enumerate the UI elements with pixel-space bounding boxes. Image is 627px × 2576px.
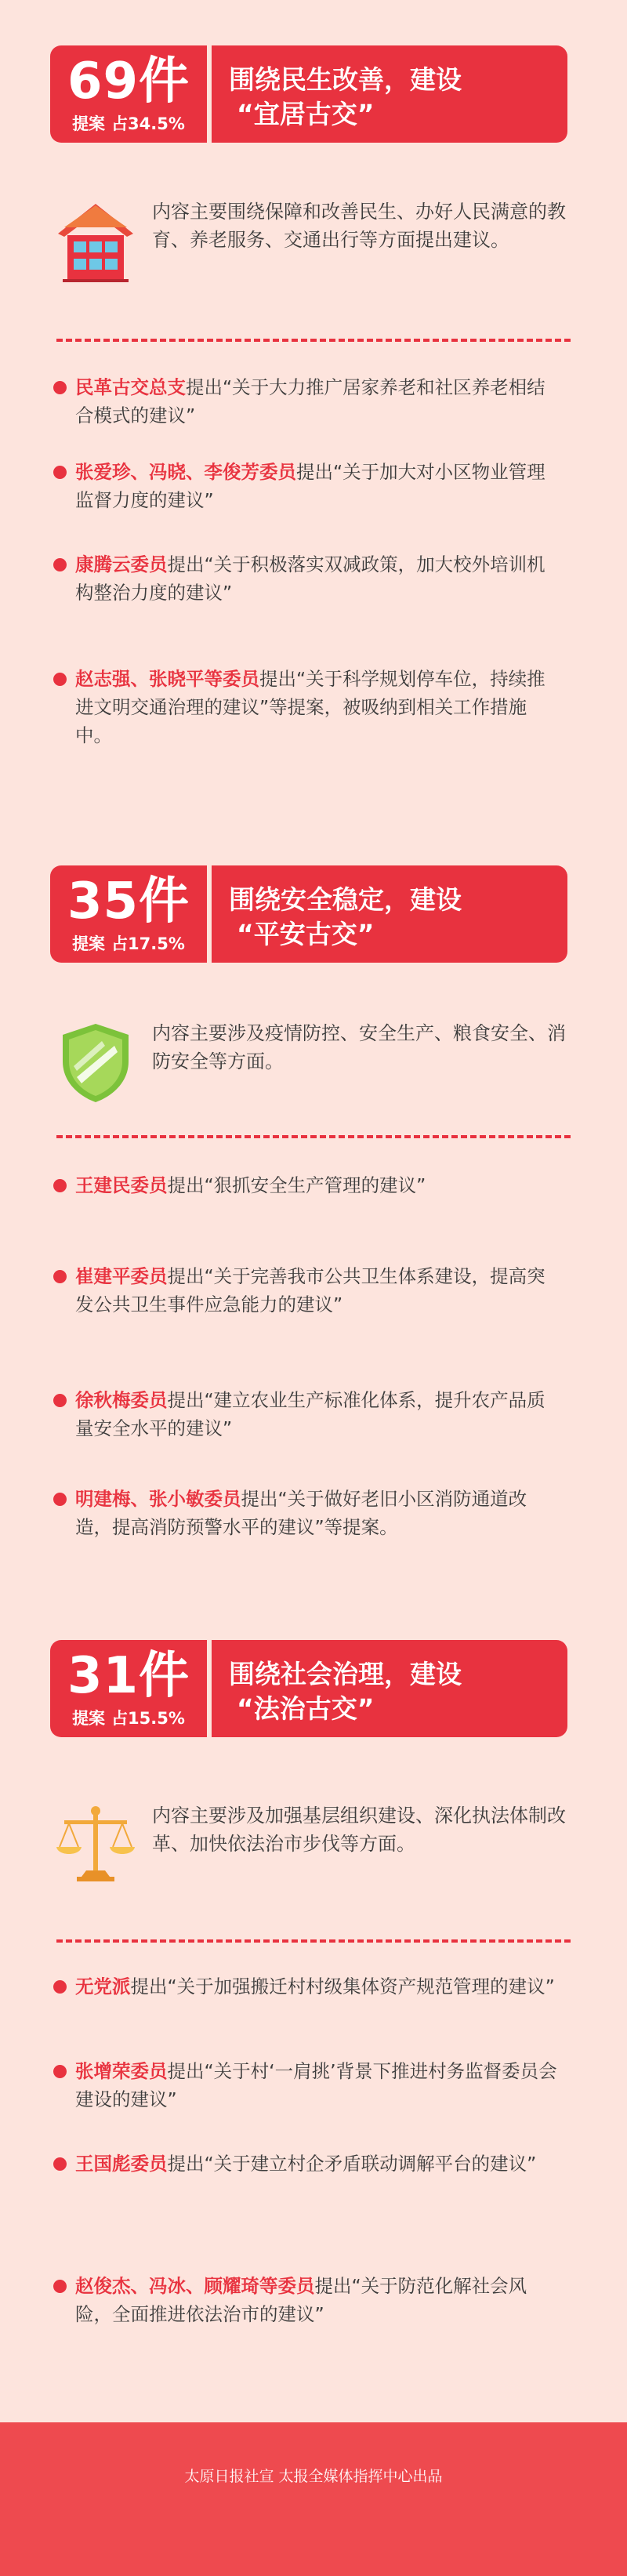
list-item — [75, 2150, 561, 2178]
count-box — [50, 45, 207, 143]
proposer-name: 无党派 — [75, 1976, 131, 1997]
proposer-name: 民革古交总支 — [75, 376, 186, 398]
proposal-text: 提出“关于科学规划停车位，持续推进文明交通治理的建议”等提案，被吸纳到相关工作措施中。 — [75, 668, 545, 746]
proposer-name: 王国彪委员 — [75, 2153, 168, 2175]
list-item — [75, 550, 561, 607]
proposer-name: 赵志强、张晓平等委员 — [75, 668, 259, 690]
footer — [0, 2422, 627, 2576]
proposer-name: 徐秋梅委员 — [75, 1389, 168, 1411]
title-line-1: 围绕民生改善，建设 — [229, 64, 462, 95]
proposer-name: 明建梅、张小敏委员 — [75, 1488, 241, 1510]
count-box — [50, 865, 207, 963]
intro-text: 内容主要涉及加强基层组织建设、深化执法体制改革、加快依法治市步伐等方面。 — [152, 1805, 566, 1855]
proposal-share: 提案 占15.5% — [72, 1709, 185, 1728]
proposal-text: 提出“建立农业生产标准化体系，提升农产品质量安全水平的建议” — [75, 1389, 545, 1439]
list-item — [75, 1386, 561, 1442]
list-item — [75, 1485, 561, 1541]
title-line-2: “平安古交” — [237, 919, 375, 949]
bullet-dot — [53, 466, 67, 479]
title-line-1: 围绕社会治理，建设 — [229, 1659, 462, 1689]
proposal-share: 提案 占34.5% — [72, 114, 185, 133]
proposal-text: 提出“关于加强搬迁村村级集体资产规范管理的建议” — [130, 1976, 555, 1997]
section-title — [212, 1640, 567, 1737]
bullet-dot — [53, 1394, 67, 1407]
bullet-dot — [53, 2157, 67, 2171]
bullet-dot — [53, 1493, 67, 1506]
house-icon — [50, 198, 141, 284]
proposer-name: 赵俊杰、冯冰、顾耀琦等委员 — [75, 2275, 315, 2297]
proposer-name: 王建民委员 — [75, 1174, 168, 1196]
dashed-divider — [56, 339, 571, 342]
bullet-dot — [53, 381, 67, 394]
proposer-name: 康腾云委员 — [75, 553, 168, 575]
shield-icon — [50, 1019, 141, 1105]
intro-text: 内容主要围绕保障和改善民生、办好人民满意的教育、养老服务、交通出行等方面提出建议。 — [152, 201, 566, 251]
section-title — [212, 45, 567, 143]
list-item — [75, 2272, 561, 2328]
bullet-dot — [53, 1179, 67, 1192]
bullet-dot — [53, 1980, 67, 1994]
proposal-text: 提出“关于加大对小区物业管理监督力度的建议” — [75, 461, 545, 511]
section-title — [212, 865, 567, 963]
bullet-dot — [53, 558, 67, 571]
proposal-text: 提出“关于完善我市公共卫生体系建设，提高突发公共卫生事件应急能力的建议” — [75, 1265, 545, 1315]
proposal-count: 69件 — [67, 53, 190, 111]
bullet-dot — [53, 2280, 67, 2293]
count-box — [50, 1640, 207, 1737]
scales-icon — [50, 1801, 141, 1888]
bullet-dot — [53, 1270, 67, 1283]
proposal-text: 提出“狠抓安全生产管理的建议” — [167, 1174, 426, 1196]
proposal-text: 提出“关于做好老旧小区消防通道改造，提高消防预警水平的建议”等提案。 — [75, 1488, 527, 1538]
proposal-text: 提出“关于积极落实双减政策，加大校外培训机构整治力度的建议” — [75, 553, 545, 604]
list-item — [75, 458, 561, 514]
proposal-text: 提出“关于大力推广居家养老和社区养老相结合模式的建议” — [75, 376, 545, 426]
list-item — [75, 1972, 561, 2001]
title-line-2: “法治古交” — [237, 1693, 375, 1724]
section-intro — [50, 1019, 575, 1121]
proposal-text: 提出“关于建立村企矛盾联动调解平台的建议” — [167, 2153, 537, 2175]
list-item — [75, 1171, 561, 1199]
proposal-count: 31件 — [67, 1647, 190, 1705]
proposal-count: 35件 — [67, 873, 190, 931]
section-header — [50, 865, 567, 963]
bullet-dot — [53, 673, 67, 686]
intro-text: 内容主要涉及疫情防控、安全生产、粮食安全、消防安全等方面。 — [152, 1022, 566, 1072]
proposal-text: 提出“关于村‘一肩挑’背景下推进村务监督委员会建设的建议” — [75, 2060, 557, 2110]
section-intro — [50, 1801, 575, 1903]
dashed-divider — [56, 1939, 571, 1943]
proposer-name: 张爱珍、冯晓、李俊芳委员 — [75, 461, 296, 483]
section-header — [50, 1640, 567, 1737]
dashed-divider — [56, 1135, 571, 1138]
section-header — [50, 45, 567, 143]
bullet-dot — [53, 2065, 67, 2078]
proposer-name: 张增荣委员 — [75, 2060, 168, 2082]
proposer-name: 崔建平委员 — [75, 1265, 168, 1287]
proposal-text: 提出“关于防范化解社会风险，全面推进依法治市的建议” — [75, 2275, 527, 2325]
section-intro — [50, 198, 575, 299]
proposal-share: 提案 占17.5% — [72, 934, 185, 953]
footer-credit: 太原日报社宣 太报全媒体指挥中心出品 — [184, 2468, 443, 2485]
list-item — [75, 1262, 561, 1319]
list-item — [75, 2057, 561, 2113]
title-line-2: “宜居古交” — [237, 99, 375, 129]
title-line-1: 围绕安全稳定，建设 — [229, 884, 462, 915]
list-item — [75, 665, 561, 749]
list-item — [75, 373, 561, 430]
